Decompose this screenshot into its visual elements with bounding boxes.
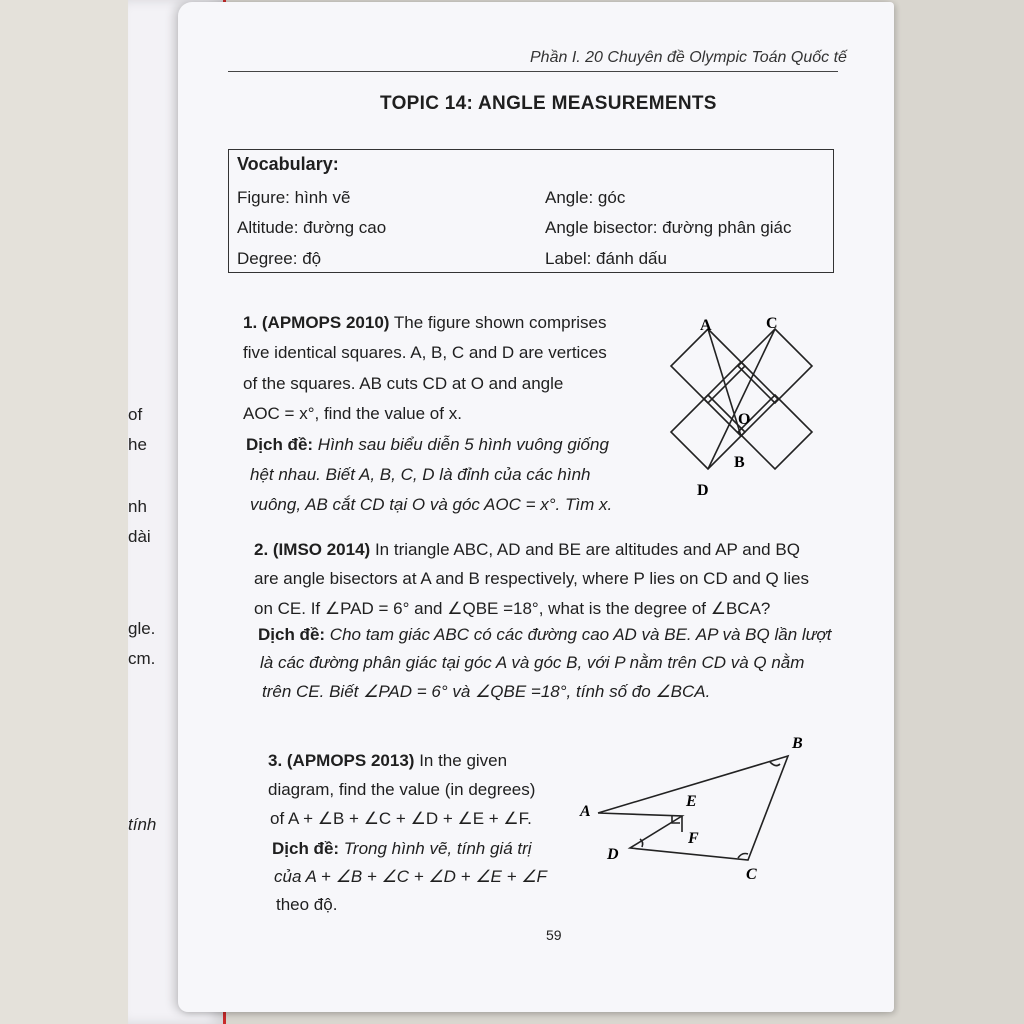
angle-mark-b	[770, 762, 780, 766]
vocab-item: Angle bisector: đường phân giác	[545, 218, 792, 237]
vocab-item: Label: đánh dấu	[545, 249, 667, 268]
label-o: O	[738, 411, 751, 428]
label-d: D	[607, 846, 619, 863]
label-b: B	[792, 735, 803, 752]
segment-cd	[708, 329, 775, 469]
problem-1-line: 1. (APMOPS 2010) The figure shown comprises	[243, 313, 607, 332]
label-f: F	[688, 830, 699, 847]
left-page-fragment: tính	[128, 815, 157, 834]
vocab-item: Altitude: đường cao	[237, 218, 387, 237]
label-a: A	[700, 317, 712, 334]
problem-2-translation: Dịch đề: Cho tam giác ABC có các đường cao AD và BE. AP và BQ lần lượt	[258, 625, 832, 644]
vocab-item: Angle: góc	[545, 188, 626, 207]
problem-1-tag: 1. (APMOPS 2010)	[243, 313, 390, 332]
header-rule	[228, 71, 838, 72]
problem-2-line: are angle bisectors at A and B respectively, where P lies on CD and Q lies	[254, 569, 809, 588]
label-c: C	[766, 315, 778, 332]
vocabulary-box	[228, 149, 834, 273]
square	[738, 329, 812, 403]
problem-2-line: 2. (IMSO 2014) In triangle ABC, AD and BE are altitudes and AP and BQ	[254, 540, 800, 559]
angle-mark-d	[640, 839, 643, 847]
vocab-item: Degree: độ	[237, 249, 322, 268]
translation-label: Dịch đề:	[258, 625, 326, 644]
page-number: 59	[546, 927, 562, 943]
problem-1-translation: hệt nhau. Biết A, B, C, D là đỉnh của các hình	[250, 465, 591, 484]
left-page-fragment: of	[128, 405, 143, 424]
problem-3-tag: 3. (APMOPS 2013)	[268, 751, 415, 770]
problem-2-tag: 2. (IMSO 2014)	[254, 540, 371, 559]
problem-2-translation: là các đường phân giác tại góc A và góc B, với P nằm trên CD và Q nằm	[260, 653, 805, 672]
label-e: E	[686, 793, 697, 810]
left-page-fragment: he	[128, 435, 147, 454]
left-page-fragment: cm.	[128, 649, 156, 668]
problem-1-line: of the squares. AB cuts CD at O and angle	[243, 374, 564, 393]
translation-label: Dịch đề:	[272, 839, 340, 858]
vocab-item: Figure: hình vẽ	[237, 188, 351, 207]
translation-label: Dịch đề:	[246, 435, 314, 454]
label-b: B	[734, 454, 745, 471]
problem-3-line: 3. (APMOPS 2013) In the given	[268, 751, 508, 770]
square	[738, 395, 812, 469]
triangle-figure	[570, 728, 830, 888]
label-a: A	[580, 803, 591, 820]
label-c: C	[746, 866, 757, 883]
angle-mark-c	[738, 854, 748, 859]
background	[0, 0, 130, 1024]
left-page-fragment: gle.	[128, 619, 156, 638]
problem-2-line: on CE. If ∠PAD = 6° and ∠QBE =18°, what is the degree of ∠BCA?	[254, 599, 771, 618]
problem-2-translation: trên CE. Biết ∠PAD = 6° và ∠QBE =18°, tính số đo ∠BCA.	[262, 682, 711, 701]
problem-3-translation: của A + ∠B + ∠C + ∠D + ∠E + ∠F	[274, 867, 547, 886]
problem-1-line: AOC = x°, find the value of x.	[243, 404, 462, 423]
running-header: Phần I. 20 Chuyên đề Olympic Toán Quốc tế	[530, 49, 847, 66]
problem-1-translation: vuông, AB cắt CD tại O và góc AOC = x°. Tìm x.	[250, 495, 613, 514]
problem-3-translation: theo độ.	[276, 895, 338, 914]
problem-1-line: five identical squares. A, B, C and D are vertices	[243, 343, 607, 362]
left-page-fragment: dài	[128, 527, 151, 546]
problem-3-line: of A + ∠B + ∠C + ∠D + ∠E + ∠F.	[270, 809, 532, 828]
problem-3-line: diagram, find the value (in degrees)	[268, 780, 536, 799]
vocabulary-heading: Vocabulary:	[237, 154, 339, 174]
square	[671, 329, 745, 403]
problem-1-translation: Dịch đề: Hình sau biểu diễn 5 hình vuông giống	[246, 435, 609, 454]
left-page-fragment: nh	[128, 497, 147, 516]
five-squares-figure	[660, 305, 820, 505]
page-title: TOPIC 14: ANGLE MEASUREMENTS	[380, 93, 717, 114]
problem-3-translation: Dịch đề: Trong hình vẽ, tính giá trị	[272, 839, 532, 858]
label-d: D	[697, 482, 709, 499]
